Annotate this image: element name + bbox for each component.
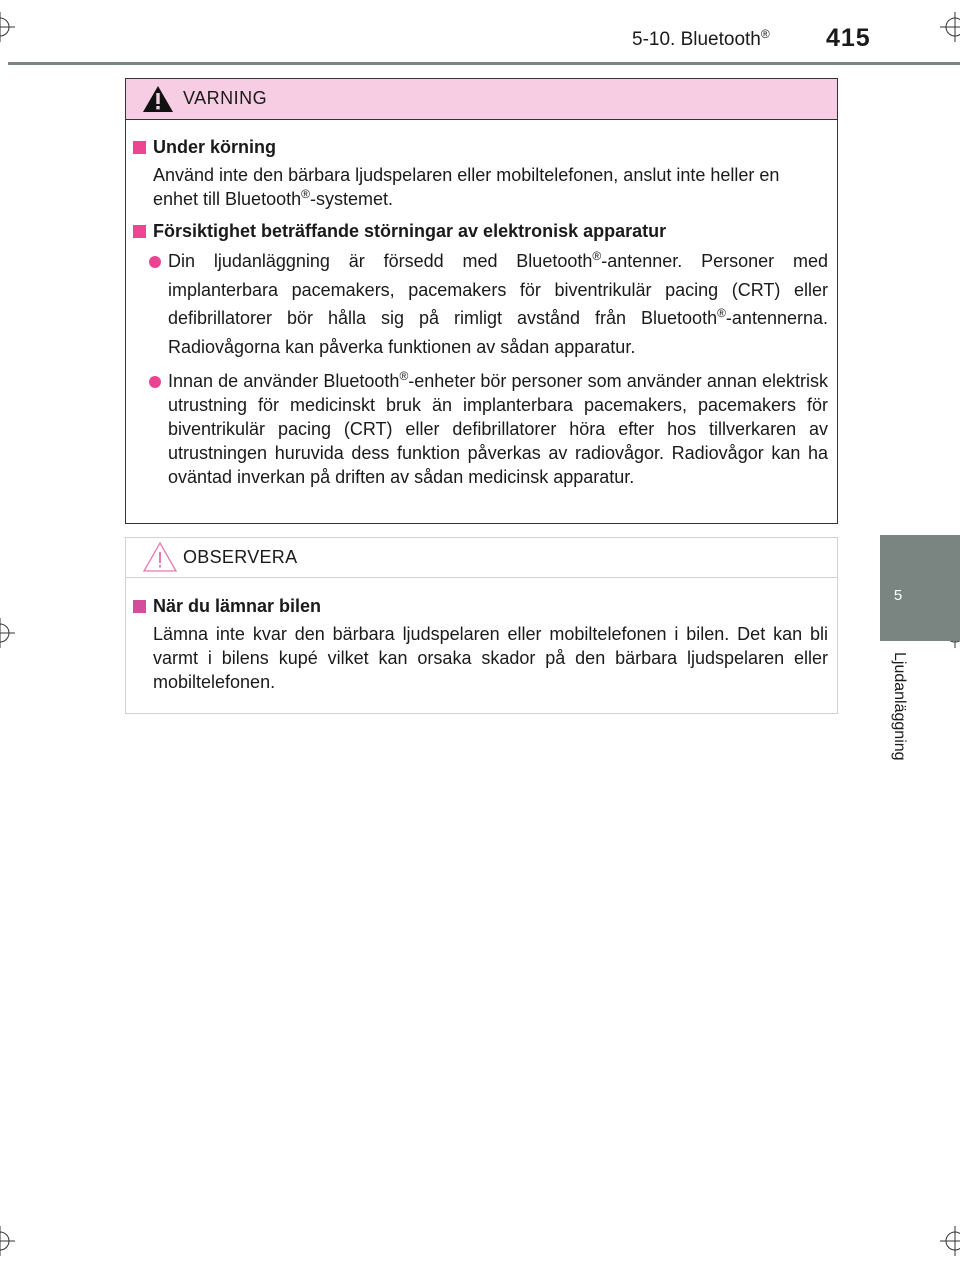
registration-mark-icon [940, 12, 960, 42]
caution-triangle-icon [142, 541, 178, 573]
leaving-car-text: Lämna inte kvar den bärbara ljudspelaren eller mobiltelefonen i bilen. Det kan bli varmt i bilens kupé vilket kan orsaka skador på den bärbara ljudspelaren eller mobiltelefonen. [153, 624, 828, 692]
section-heading: 5-10. Bluetooth® [632, 27, 770, 50]
caution-title: OBSERVERA [183, 547, 298, 567]
square-bullet-icon [133, 225, 146, 238]
section-title-driving: Under körning [133, 135, 828, 159]
round-bullet-icon [149, 256, 161, 268]
warning-triangle-icon [141, 84, 175, 114]
caution-header [126, 538, 837, 578]
warning-title: VARNING [183, 88, 268, 108]
interference-bullet-1: Din ljudanläggning är försedd med Bluetooth®-antenner. Personer med implanterbara pacemakers, pacemakers för biventrikulär pacing (CRT) eller defibrillatorer bör hålla sig på rimligt avstånd från Bluetooth®-antennerna. Radiovågorna kan påverka funktionen av sådan apparatur. [133, 247, 828, 361]
section-title-leaving-car: När du lämnar bilen [133, 594, 828, 618]
page-number: 415 [826, 24, 871, 52]
chapter-label: Ljudanläggning [891, 652, 908, 761]
chapter-tab [880, 535, 960, 641]
round-bullet-icon [149, 376, 161, 388]
registration-mark-icon [0, 618, 15, 648]
interference-bullet-2: Innan de använder Bluetooth®-enheter bör personer som använder annan elektrisk utrustning för medicinskt bruk än implanterbara pacemakers, pacemakers för biventrikulär pacing (CRT) eller defibrillatorer höra efter hos tillverkaren av utrustningen huruvida dess funktion påverkas av radiovågor. Radiovågor kan ha oväntad inverkan på driften av sådan medicinsk apparatur. [133, 369, 828, 489]
square-bullet-icon [133, 141, 146, 154]
driving-text: Använd inte den bärbara ljudspelaren eller mobiltelefonen, anslut inte heller en enhet till Bluetooth®-systemet. [153, 165, 780, 209]
caution-box [125, 537, 838, 714]
warning-box [125, 78, 838, 524]
registration-mark-icon [0, 12, 15, 42]
header-rule [8, 62, 960, 65]
chapter-number: 5 [893, 587, 903, 604]
section-title-interference: Försiktighet beträffande störningar av elektronisk apparatur [133, 219, 828, 243]
registration-mark-icon [0, 1226, 15, 1256]
square-bullet-icon [133, 600, 146, 613]
registration-mark-icon [940, 1226, 960, 1256]
warning-header [126, 79, 837, 120]
